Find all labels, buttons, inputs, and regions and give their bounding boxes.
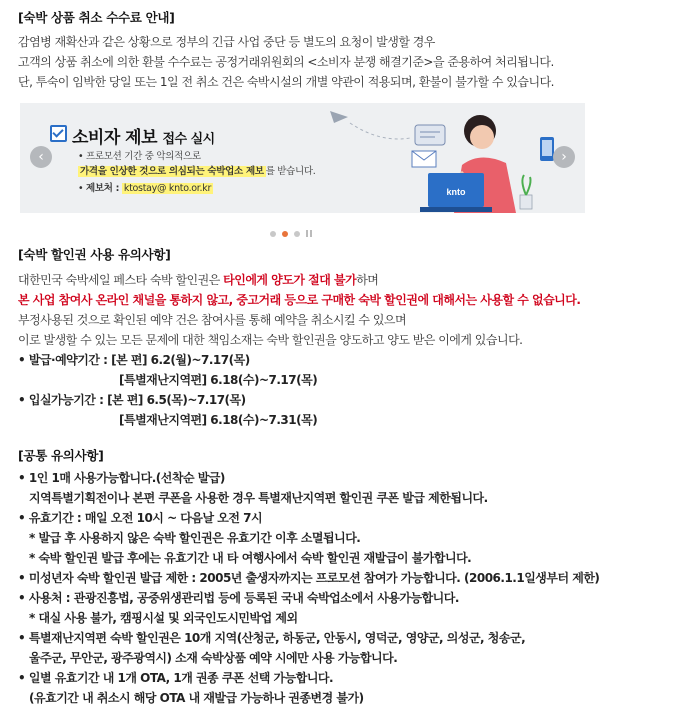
carousel-dot-1[interactable] xyxy=(270,231,276,237)
checkbox-icon xyxy=(50,125,67,142)
stay-period-main: [본 편] 6.5(목)~7.17(목) xyxy=(107,393,246,407)
prev-slide-button[interactable] xyxy=(30,146,52,168)
voucher-heading: [숙박 할인권 사용 유의사항] xyxy=(18,247,171,262)
issue-period-main: [본 편] 6.2(월)~7.17(목) xyxy=(111,353,250,367)
chevron-left-icon: ‹ xyxy=(38,149,44,165)
issue-period-label: • 발급·예약기간 : xyxy=(18,353,112,367)
common-line-9: • 특별재난지역편 숙박 할인권은 10개 지역(산청군, 하동군, 안동시, 영덕군, 영양군, 의성군, 청송군, xyxy=(18,631,526,645)
pause-icon[interactable] xyxy=(306,230,312,237)
next-slide-button[interactable] xyxy=(553,146,575,168)
mail-icon xyxy=(412,151,436,167)
common-line-10: 울주군, 무안군, 광주광역시) 소재 숙박상품 예약 시에만 사용 가능합니다. xyxy=(18,651,398,665)
common-line-11: • 일별 유효기간 내 1개 OTA, 1개 권종 쿠폰 선택 가능합니다. xyxy=(18,671,334,685)
cancel-line-1: 감염병 재확산과 같은 상황으로 정부의 긴급 사업 중단 등 별도의 요청이 발생할 경우 xyxy=(18,35,435,49)
cancel-line-3: 단, 투숙이 임박한 당일 또는 1일 전 취소 건은 숙박시설의 개별 약관이 적용되며, 환불이 불가할 수 있습니다. xyxy=(18,75,554,89)
banner-line-2-rest: 를 받습니다. xyxy=(265,166,316,177)
carousel-pagination xyxy=(270,222,312,241)
common-line-5: * 숙박 할인권 발급 후에는 유효기간 내 타 여행사에서 숙박 할인권 재발급이 불가합니다. xyxy=(18,551,472,565)
common-line-7: • 사용처 : 관광진흥법, 공중위생관리법 등에 등록된 국내 숙박업소에서 사용가능합니다. xyxy=(18,591,459,605)
chevron-right-icon: › xyxy=(561,149,567,165)
common-line-8: * 대실 사용 불가, 캠핑시설 및 외국인도시민박업 제외 xyxy=(18,611,298,625)
banner-contact-email: ktostay@ knto.or.kr xyxy=(123,183,212,194)
voucher-line-4: 이로 발생할 수 있는 모든 문제에 대한 책임소재는 숙박 할인권을 양도하고 양도 받은 이에게 있습니다. xyxy=(18,333,523,347)
voucher-line-1-red: 타인에게 양도가 절대 불가 xyxy=(223,273,357,287)
carousel-dot-3[interactable] xyxy=(294,231,300,237)
cancel-line-2: 고객의 상품 취소에 의한 환불 수수료는 공정거래위원회의 <소비자 분쟁 해결기준>을 준용하여 처리됩니다. xyxy=(18,55,554,69)
common-line-4: * 발급 후 사용하지 않은 숙박 할인권은 유효기간 이후 소멸됩니다. xyxy=(18,531,361,545)
report-banner[interactable] xyxy=(20,103,585,213)
common-line-2: 지역특별기획전이나 본편 쿠폰을 사용한 경우 특별재난지역편 할인권 쿠폰 발급 제한됩니다. xyxy=(18,491,488,505)
banner-title-main: 소비자 제보 xyxy=(72,128,158,148)
phone-icon xyxy=(540,137,554,161)
issue-period xyxy=(18,351,250,368)
voucher-line-1 xyxy=(18,271,378,288)
issue-period-special: [특별재난지역편] 6.18(수)~7.17(목) xyxy=(119,373,318,387)
chat-bubble-icon xyxy=(415,125,445,145)
banner-title xyxy=(72,123,215,148)
banner-title-sub: 접수 실시 xyxy=(162,132,215,147)
stay-period-label: • 입실가능기간 : xyxy=(18,393,108,407)
banner-line-1-text: 프로모션 기간 중 악의적으로 xyxy=(86,151,201,162)
plant-icon xyxy=(520,175,532,209)
common-line-3: • 유효기간 : 매일 오전 10시 ~ 다음날 오전 7시 xyxy=(18,511,263,525)
voucher-line-1-b: 하며 xyxy=(356,273,379,287)
common-heading: [공통 유의사항] xyxy=(18,448,104,463)
stay-period-special: [특별재난지역편] 6.18(수)~7.31(목) xyxy=(119,413,318,427)
common-line-6: • 미성년자 숙박 할인권 발급 제한 : 2005년 출생자까지는 프로모션 참여가 가능합니다. (2006.1.1일생부터 제한) xyxy=(18,571,600,585)
banner-contact-label: 제보처 : xyxy=(86,183,120,194)
cancel-heading: [숙박 상품 취소 수수료 안내] xyxy=(18,10,175,25)
laptop-logo: knto xyxy=(446,187,466,197)
illustration-woman-laptop xyxy=(320,103,585,213)
banner-highlight: 가격을 인상한 것으로 의심되는 숙박업소 제보 xyxy=(80,166,264,177)
banner-contact: • 제보처 : ktostay@ knto.or.kr xyxy=(78,183,212,194)
carousel-dot-2[interactable] xyxy=(282,231,288,237)
common-line-1: • 1인 1매 사용가능합니다.(선착순 발급) xyxy=(18,471,225,485)
paper-plane-icon xyxy=(330,111,348,123)
stay-period xyxy=(18,391,246,408)
laptop-icon xyxy=(420,173,492,212)
voucher-line-3: 부정사용된 것으로 확인된 예약 건은 참여사를 통해 예약을 취소시킬 수 있으며 xyxy=(18,313,407,327)
voucher-line-1-a: 대한민국 숙박세일 페스타 숙박 할인권은 xyxy=(18,273,224,287)
common-line-12: (유효기간 내 취소시 해당 OTA 내 재발급 가능하나 권종변경 불가) xyxy=(18,691,364,705)
banner-line-1: • 프로모션 기간 중 악의적으로 xyxy=(78,151,201,162)
voucher-line-2: 본 사업 참여사 온라인 채널을 통하지 않고, 중고거래 등으로 구매한 숙박 할인권에 대해서는 사용할 수 없습니다. xyxy=(18,293,581,307)
banner-line-2 xyxy=(78,163,316,177)
